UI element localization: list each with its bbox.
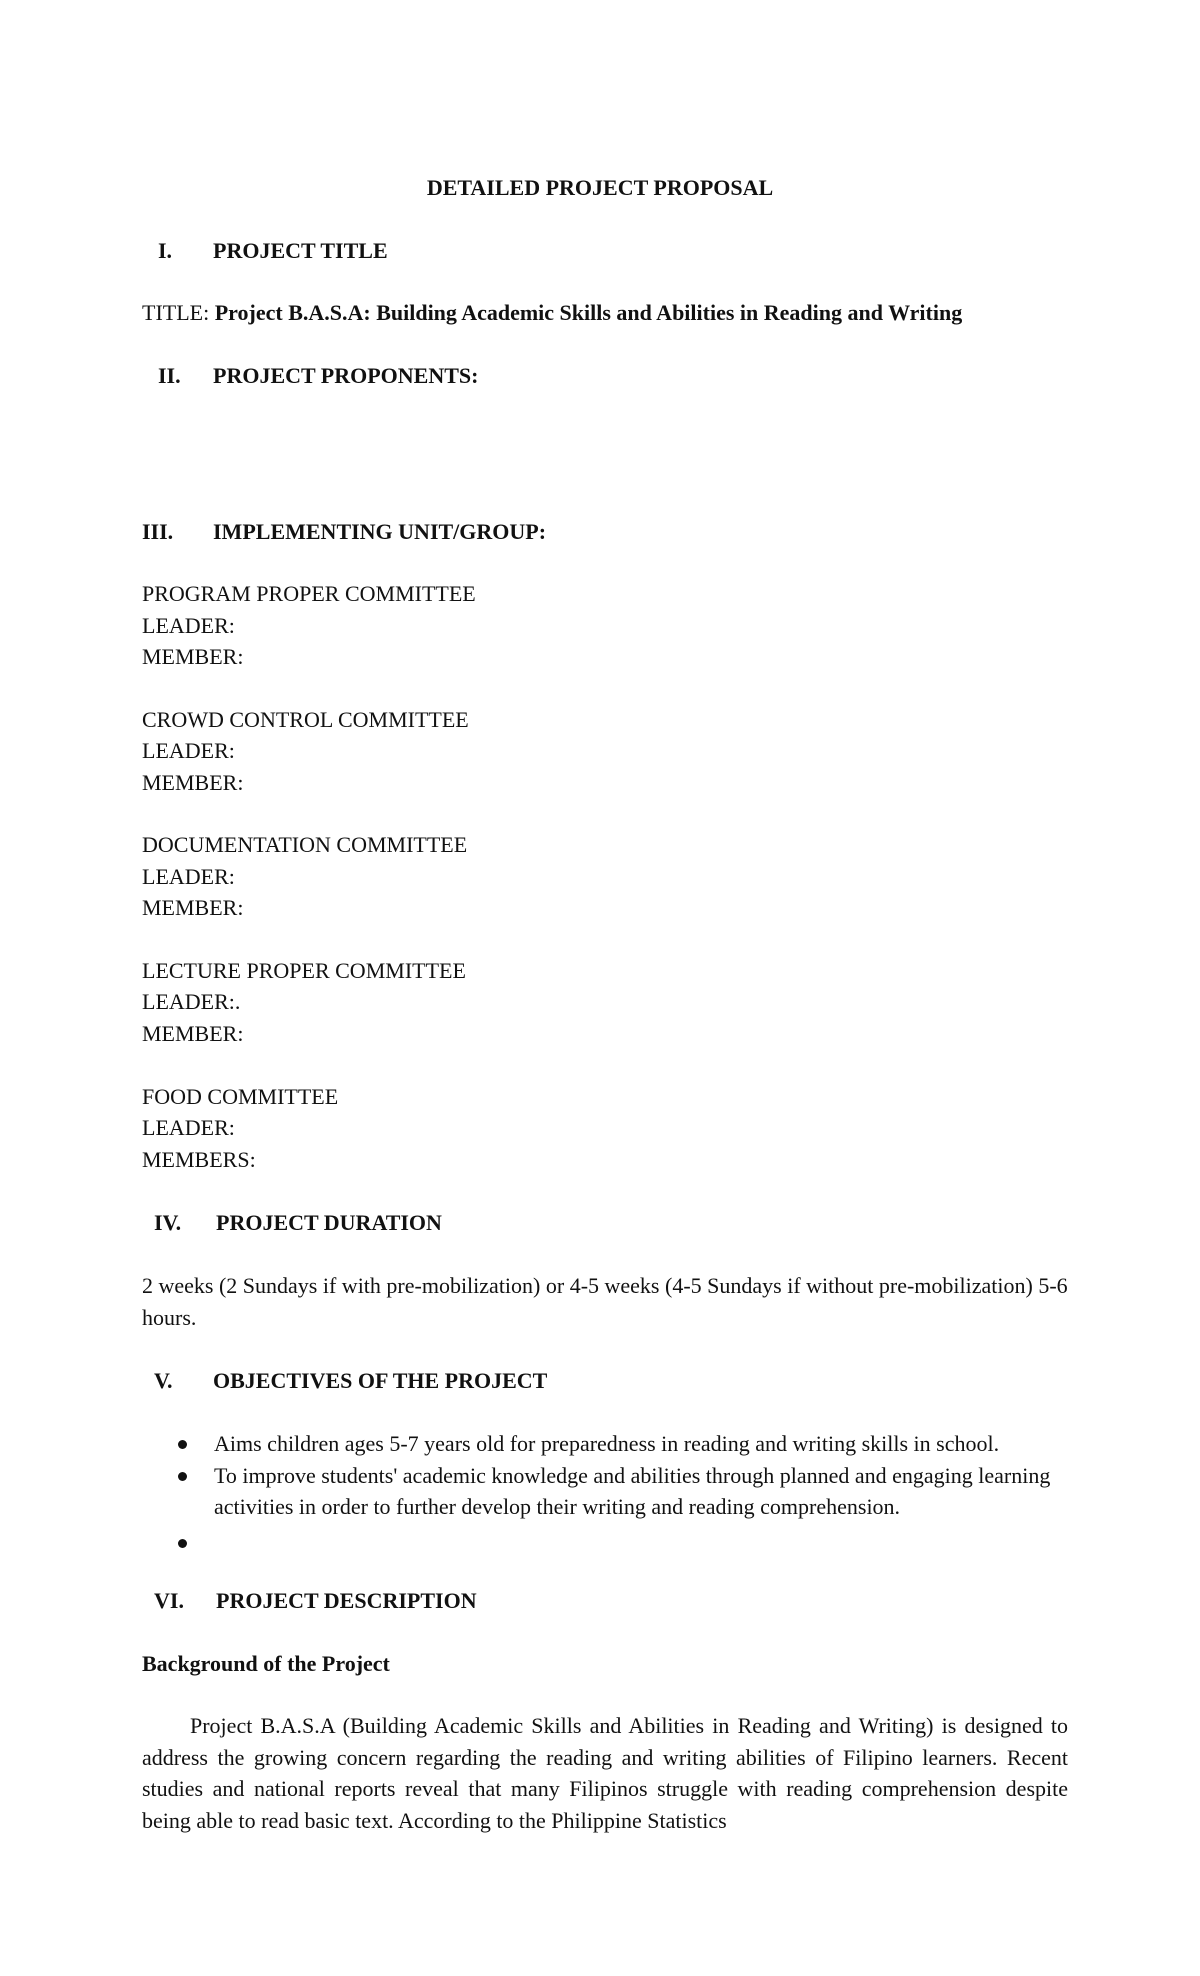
section-number: V.	[154, 1368, 173, 1393]
section-label: OBJECTIVES OF THE PROJECT	[213, 1368, 548, 1393]
background-paragraph: Project B.A.S.A (Building Academic Skills and Abilities in Reading and Writing) is designed to address the growing concern regarding the reading and writing abilities of Filipino learners. Recent studies and national reports reveal that many Filipinos struggle with reading comprehension despite being able to read basic text. According to the Philippine Statistics	[142, 1713, 1068, 1833]
section-number: II.	[158, 363, 181, 388]
section-number: III.	[142, 519, 174, 544]
duration-text: 2 weeks (2 Sundays if with pre-mobilization) or 4-5 weeks (4-5 Sundays if without pre-mobilization) 5-6 hours.	[142, 1273, 1068, 1330]
bullet-icon	[178, 1472, 187, 1481]
section-label: PROJECT DESCRIPTION	[216, 1588, 477, 1613]
committee-leader: LEADER:	[142, 613, 235, 638]
objective-text: To improve students' academic knowledge and abilities through planned and engaging learning activities in order to further develop their writing and reading comprehension.	[214, 1462, 1051, 1519]
committee-name: LECTURE PROPER COMMITTEE	[142, 958, 466, 983]
section-label: PROJECT PROPONENTS:	[213, 363, 479, 388]
section-number: VI.	[154, 1588, 184, 1613]
title-prefix: TITLE:	[142, 300, 215, 325]
objective-text: Aims children ages 5-7 years old for preparedness in reading and writing skills in school.	[214, 1431, 1000, 1456]
background-heading: Background of the Project	[142, 1651, 390, 1676]
section-label: PROJECT DURATION	[216, 1210, 442, 1235]
committee-leader: LEADER:	[142, 864, 235, 889]
bullet-icon	[178, 1440, 187, 1449]
committee-leader: LEADER:	[142, 738, 235, 763]
committee-name: PROGRAM PROPER COMMITTEE	[142, 581, 476, 606]
list-item	[142, 1428, 1068, 1460]
objectives-list	[142, 1428, 1068, 1558]
committee-member: MEMBERS:	[142, 1147, 256, 1172]
committee-member: MEMBER:	[142, 770, 244, 795]
document-heading: DETAILED PROJECT PROPOSAL	[426, 175, 774, 200]
committee-member: MEMBER:	[142, 1021, 244, 1046]
committee-member: MEMBER:	[142, 895, 244, 920]
committee-name: DOCUMENTATION COMMITTEE	[142, 832, 468, 857]
committee-leader: LEADER:.	[142, 989, 241, 1014]
list-item	[142, 1527, 1068, 1559]
section-label: PROJECT TITLE	[213, 238, 388, 263]
committee-name: FOOD COMMITTEE	[142, 1084, 339, 1109]
project-title-value: Project B.A.S.A: Building Academic Skills and Abilities in Reading and Writing	[214, 300, 963, 325]
project-title-line	[142, 297, 962, 329]
committee-name: CROWD CONTROL COMMITTEE	[142, 707, 469, 732]
committee-member: MEMBER:	[142, 644, 244, 669]
list-item	[142, 1460, 1068, 1523]
section-number: I.	[158, 238, 173, 263]
bullet-icon	[178, 1539, 187, 1548]
section-label: IMPLEMENTING UNIT/GROUP:	[213, 519, 547, 544]
committee-leader: LEADER:	[142, 1115, 235, 1140]
section-number: IV.	[154, 1210, 182, 1235]
